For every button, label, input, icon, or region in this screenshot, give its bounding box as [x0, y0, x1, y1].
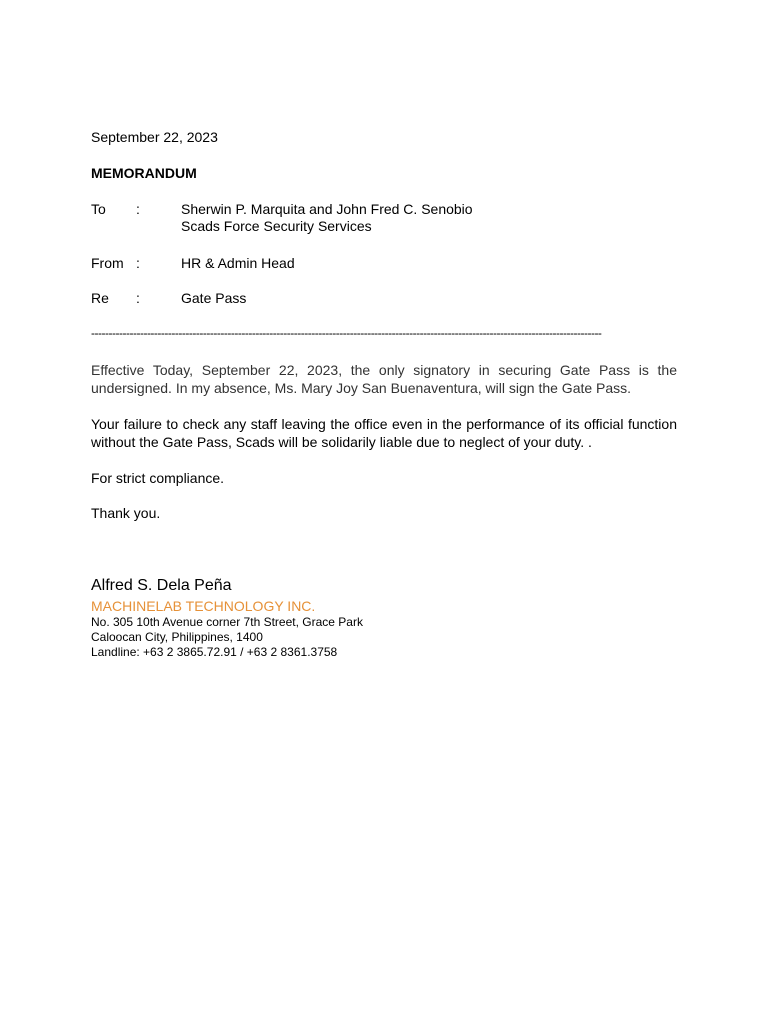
re-value: Gate Pass [181, 290, 247, 306]
to-organization: Scads Force Security Services [181, 218, 372, 234]
memo-title: MEMORANDUM [91, 165, 197, 181]
signatory-name: Alfred S. Dela Peña [91, 577, 232, 594]
address-line-1: No. 305 10th Avenue corner 7th Street, Grace Park [91, 615, 363, 629]
body-paragraph-1: Effective Today, September 22, 2023, the only signatory in securing Gate Pass is the undersigned. In my absence, Ms. Mary Joy San Buenaventura, will sign the Gate Pass. [91, 362, 677, 396]
re-label: Re [91, 290, 109, 306]
landline: Landline: +63 2 3865.72.91 / +63 2 8361.3758 [91, 645, 338, 659]
to-label: To [91, 201, 106, 217]
from-value: HR & Admin Head [181, 255, 295, 271]
to-colon: : [136, 201, 140, 217]
company-name: MACHINELAB TECHNOLOGY INC. [91, 598, 316, 614]
body-paragraph-2: Your failure to check any staff leaving the office even in the performance of its official function without the Gate Pass, Scads will be solidarily liable due to neglect of your duty. . [91, 416, 677, 450]
memo-date: September 22, 2023 [91, 129, 218, 145]
from-colon: : [136, 255, 140, 271]
separator-line: -------------------------------------------------------------------------------------------------------------------------------------------------- [91, 326, 602, 340]
closing-line: Thank you. [91, 505, 161, 521]
address-line-2: Caloocan City, Philippines, 1400 [91, 630, 263, 644]
re-colon: : [136, 290, 140, 306]
to-value [181, 201, 473, 235]
to-recipients: Sherwin P. Marquita and John Fred C. Senobio [181, 201, 473, 217]
compliance-note: For strict compliance. [91, 470, 225, 486]
from-label: From [91, 255, 124, 271]
